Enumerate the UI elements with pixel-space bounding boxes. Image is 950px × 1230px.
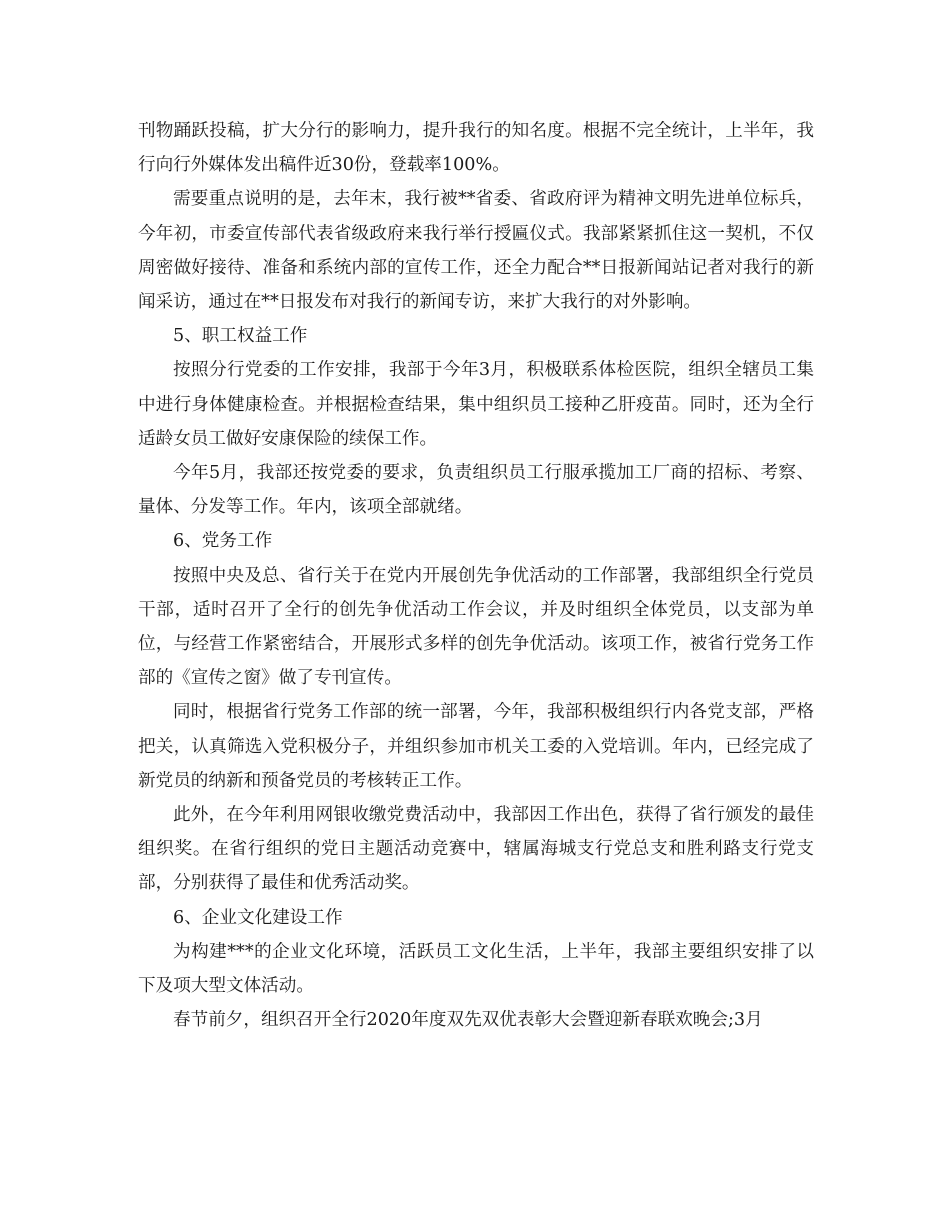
paragraph-culture-activities: 为构建***的企业文化环境，活跃员工文化生活，上半年，我部主要组织安排了以下及项大型文体活动。 [138, 941, 814, 997]
paragraph-health-check: 按照分行党委的工作安排，我部于今年3月，积极联系体检医院，组织全辖员工集中进行身体健康检查。并根据检查结果，集中组织员工接种乙肝疫苗。同时，还为全行适龄女员工做好安康保险的续保工作。 [138, 360, 814, 449]
paragraph-party-membership: 同时，根据省行党务工作部的统一部署，今年，我部积极组织行内各党支部，严格把关，认真筛选入党积极分子，并组织参加市机关工委的入党培训。年内，已经完成了新党员的纳新和预备党员的考核转正工作。 [138, 702, 814, 791]
paragraph-excellence-campaign: 按照中央及总、省行关于在党内开展创先争优活动的工作部署，我部组织全行党员干部，适时召开了全行的创先争优活动工作会议，并及时组织全体党员，以支部为单位，与经营工作紧密结合，开展形式多样的创先争优活动。该项工作，被省行党务工作部的《宣传之窗》做了专刊宣传。 [138, 565, 814, 689]
paragraph-media-submissions: 刊物踊跃投稿，扩大分行的影响力，提升我行的知名度。根据不完全统计，上半年，我行向行外媒体发出稿件近30份，登载率100%。 [138, 121, 814, 176]
paragraph-uniform-procurement: 今年5月，我部还按党委的要求，负责组织员工行服承揽加工厂商的招标、考察、量体、分发等工作。年内，该项全部就绪。 [138, 463, 814, 518]
paragraph-party-awards: 此外，在今年利用网银收缴党费活动中，我部因工作出色，获得了省行颁发的最佳组织奖。在省行组织的党日主题活动竞赛中，辖属海城支行党总支和胜利路支行党支部，分别获得了最佳和优秀活动奖。 [138, 805, 814, 894]
document-page [138, 114, 814, 1037]
section-heading-employee-rights: 5、职工权益工作 [173, 326, 308, 347]
paragraph-civilization-award: 需要重点说明的是，去年末，我行被**省委、省政府评为精神文明先进单位标兵，今年初，市委宣传部代表省级政府来我行举行授匾仪式。我部紧紧抓住这一契机，不仅周密做好接待、准备和系统内部的宣传工作，还全力配合**日报新闻站记者对我行的新闻采访，通过在**日报发布对我行的新闻专访，来扩大我行的对外影响。 [138, 189, 814, 313]
paragraph-spring-festival: 春节前夕，组织召开全行2020年度双先双优表彰大会暨迎新春联欢晚会;3月 [173, 1010, 763, 1031]
section-heading-party-affairs: 6、党务工作 [173, 531, 273, 552]
section-heading-corporate-culture: 6、企业文化建设工作 [173, 907, 343, 928]
